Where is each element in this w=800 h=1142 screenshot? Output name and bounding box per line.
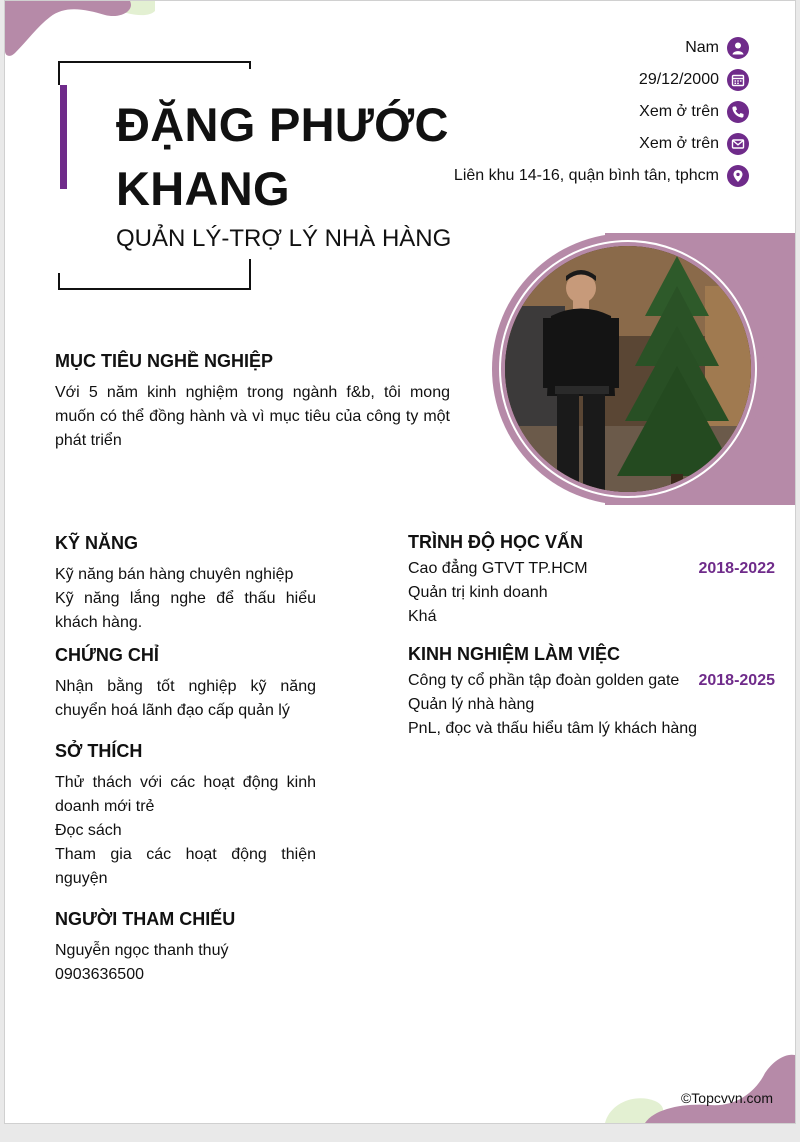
contact-phone-text: Xem ở trên: [639, 103, 719, 120]
certificates-list: [55, 675, 316, 723]
hobbies-list: [55, 771, 316, 891]
profile-photo: [505, 246, 751, 492]
job-title: QUẢN LÝ-TRỢ LÝ NHÀ HÀNG: [116, 225, 452, 252]
experience-description: PnL, đọc và thấu hiểu tâm lý khách hàng: [408, 720, 698, 737]
skill-item: Kỹ năng lắng nghe để thấu hiểu khách hàng.: [55, 590, 316, 631]
education-years: 2018-2022: [698, 560, 775, 577]
references-title: NGƯỜI THAM CHIẾU: [55, 909, 236, 929]
person-icon: [727, 37, 749, 59]
hobby-item: Đọc sách: [55, 822, 122, 839]
calendar-icon: [727, 69, 749, 91]
candidate-name: ĐẶNG PHƯỚC KHANG: [116, 98, 449, 215]
hobby-item: Tham gia các hoạt động thiện nguyện: [55, 846, 316, 887]
email-icon: [727, 133, 749, 155]
name-frame-right-bottom: [249, 259, 251, 290]
education-title: TRÌNH ĐỘ HỌC VẤN: [408, 532, 583, 552]
hobby-item: Thử thách với các hoạt động kinh doanh mới trẻ: [55, 774, 316, 815]
name-frame-right-top: [249, 61, 251, 69]
skills-list: [55, 563, 316, 635]
contact-birthday: [409, 64, 749, 96]
contact-birthday-text: 29/12/2000: [638, 71, 719, 88]
contact-gender-text: Nam: [685, 39, 719, 56]
education-major: Quản trị kinh doanh: [408, 584, 548, 601]
objective-text: Với 5 năm kinh nghiệm trong ngành f&b, tôi mong muốn có thể đồng hành và vì mục tiêu của công ty một phát triển: [55, 384, 450, 449]
education-block: [408, 557, 775, 629]
copyright-text: ©Topcvvn.com: [680, 1090, 773, 1106]
phone-icon: [727, 101, 749, 123]
hobbies-title: SỞ THÍCH: [55, 741, 143, 761]
education-grade: Khá: [408, 608, 437, 625]
contact-list: [409, 32, 749, 192]
reference-phone: 0903636500: [55, 966, 144, 983]
contact-gender: [409, 32, 749, 64]
reference-name: Nguyễn ngọc thanh thuý: [55, 942, 229, 959]
certificates-title: CHỨNG CHỈ: [55, 645, 159, 665]
contact-email: [409, 128, 749, 160]
location-icon: [727, 165, 749, 187]
contact-phone: [409, 96, 749, 128]
skills-title: KỸ NĂNG: [55, 533, 139, 553]
name-frame-left-bottom: [58, 273, 60, 290]
name-frame-bottom: [58, 288, 251, 290]
cv-page: [4, 0, 796, 1124]
experience-position: Quản lý nhà hàng: [408, 696, 535, 713]
decorative-blob-bottom-right: [605, 1053, 795, 1123]
objective-title: MỤC TIÊU NGHỀ NGHIỆP: [55, 351, 274, 371]
experience-years: 2018-2025: [698, 672, 775, 689]
references-list: [55, 939, 316, 987]
name-frame-left: [58, 61, 60, 85]
experience-company: Công ty cổ phần tập đoàn golden gate: [408, 672, 680, 689]
name-accent-bar: [60, 85, 67, 189]
certificate-item: Nhận bằng tốt nghiệp kỹ năng chuyển hoá lãnh đạo cấp quản lý: [55, 678, 316, 719]
contact-address: [409, 160, 749, 192]
name-frame-top: [58, 61, 251, 63]
contact-address-text: Liên khu 14-16, quận bình tân, tphcm: [453, 167, 719, 184]
contact-email-text: Xem ở trên: [639, 135, 719, 152]
experience-title: KINH NGHIỆM LÀM VIỆC: [408, 644, 621, 664]
education-school: Cao đẳng GTVT TP.HCM: [408, 560, 588, 577]
experience-block: [408, 669, 775, 741]
skill-item: Kỹ năng bán hàng chuyên nghiệp: [55, 566, 294, 583]
experience-row: [408, 669, 775, 693]
education-row: [408, 557, 775, 581]
